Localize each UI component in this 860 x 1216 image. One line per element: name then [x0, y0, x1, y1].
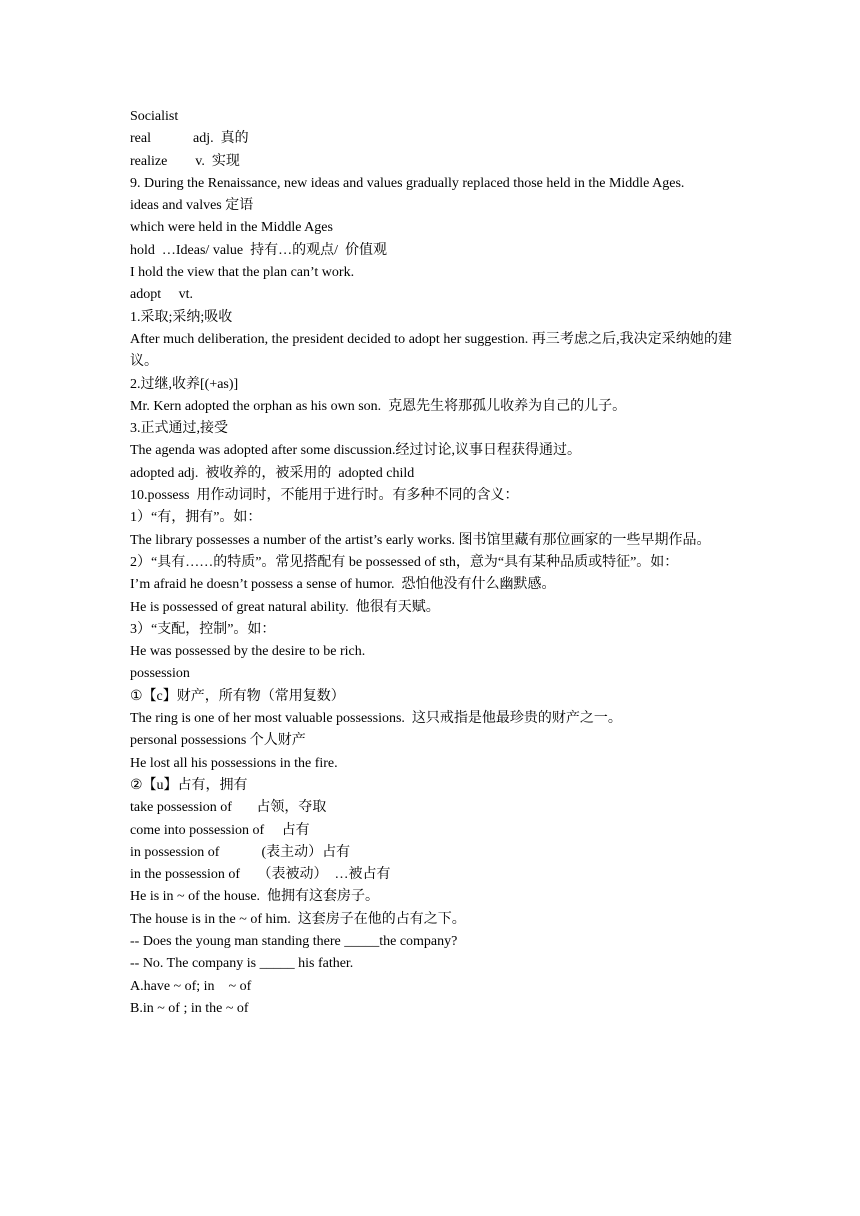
text-line: I’m afraid he doesn’t possess a sense of humor. 恐怕他没有什么幽默感。 — [130, 577, 556, 593]
text-line: -- No. The company is _____ his father. — [130, 956, 354, 972]
text-line: Mr. Kern adopted the orphan as his own son. 克恩先生将那孤儿收养为自己的儿子。 — [130, 398, 627, 414]
text-line: He is possessed of great natural ability. 他很有天赋。 — [130, 599, 440, 615]
text-line: 1.采取;采纳;吸收 — [130, 309, 233, 325]
text-line: He was possessed by the desire to be rich. — [130, 644, 366, 660]
text-line: 3.正式通过,接受 — [130, 421, 228, 437]
text-line: adopted adj. 被收养的，被采用的 adopted child — [130, 465, 415, 481]
text-paragraph: 2）“具有……的特质”。常见搭配有 be possessed of sth，意为“具有某种品质或特征”。如： — [130, 554, 679, 570]
text-line: -- Does the young man standing there _____the company? — [130, 933, 458, 949]
text-line: which were held in the Middle Ages — [130, 220, 333, 236]
text-line: hold …Ideas/ value 持有…的观点/ 价值观 — [130, 242, 388, 258]
text-line: realize v. 实现 — [130, 153, 240, 169]
text-line: in possession of (表主动）占有 — [130, 844, 351, 860]
text-line: I hold the view that the plan can’t work. — [130, 265, 355, 281]
text-line: The agenda was adopted after some discussion.经过讨论,议事日程获得通过。 — [130, 443, 582, 459]
text-line: 1）“有，拥有”。如： — [130, 510, 262, 526]
text-line: ideas and valves 定语 — [130, 198, 254, 214]
text-line: come into possession of 占有 — [130, 822, 310, 838]
text-line: real adj. 真的 — [130, 131, 249, 147]
text-line: 3）“支配，控制”。如： — [130, 621, 276, 637]
text-line: adopt vt. — [130, 287, 193, 303]
text-line: He lost all his possessions in the fire. — [130, 755, 338, 771]
text-line: possession — [130, 666, 190, 682]
text-line: Socialist — [130, 109, 179, 124]
text-line: ②【u】占有，拥有 — [130, 777, 248, 793]
text-line: A.have ~ of; in ~ of — [130, 978, 252, 994]
text-line: ①【c】财产，所有物（常用复数） — [130, 688, 345, 704]
text-line: in the possession of （表被动） …被占有 — [130, 867, 391, 883]
text-line: personal possessions 个人财产 — [130, 733, 306, 749]
text-line: The ring is one of her most valuable possessions. 这只戒指是他最珍贵的财产之一。 — [130, 711, 622, 727]
text-paragraph: The library possesses a number of the artist’s early works. 图书馆里藏有那位画家的一些早期作品。 — [130, 532, 711, 548]
text-paragraph: After much deliberation, the president decided to adopt her suggestion. 再三考虑之后,我决定采纳她的建议。 — [130, 331, 732, 370]
text-line: He is in ~ of the house. 他拥有这套房子。 — [130, 889, 380, 905]
text-line: The house is in the ~ of him. 这套房子在他的占有之下。 — [130, 911, 466, 927]
document-page — [130, 106, 732, 1020]
text-line: take possession of 占领，夺取 — [130, 800, 327, 816]
text-line: B.in ~ of ; in the ~ of — [130, 1000, 249, 1016]
text-line: 2.过继,收养[(+as)] — [130, 376, 239, 392]
text-line: 10.possess 用作动词时，不能用于进行时。有多种不同的含义： — [130, 488, 519, 504]
text-paragraph: 9. During the Renaissance, new ideas and values gradually replaced those held in the Middle Ages. — [130, 175, 685, 191]
